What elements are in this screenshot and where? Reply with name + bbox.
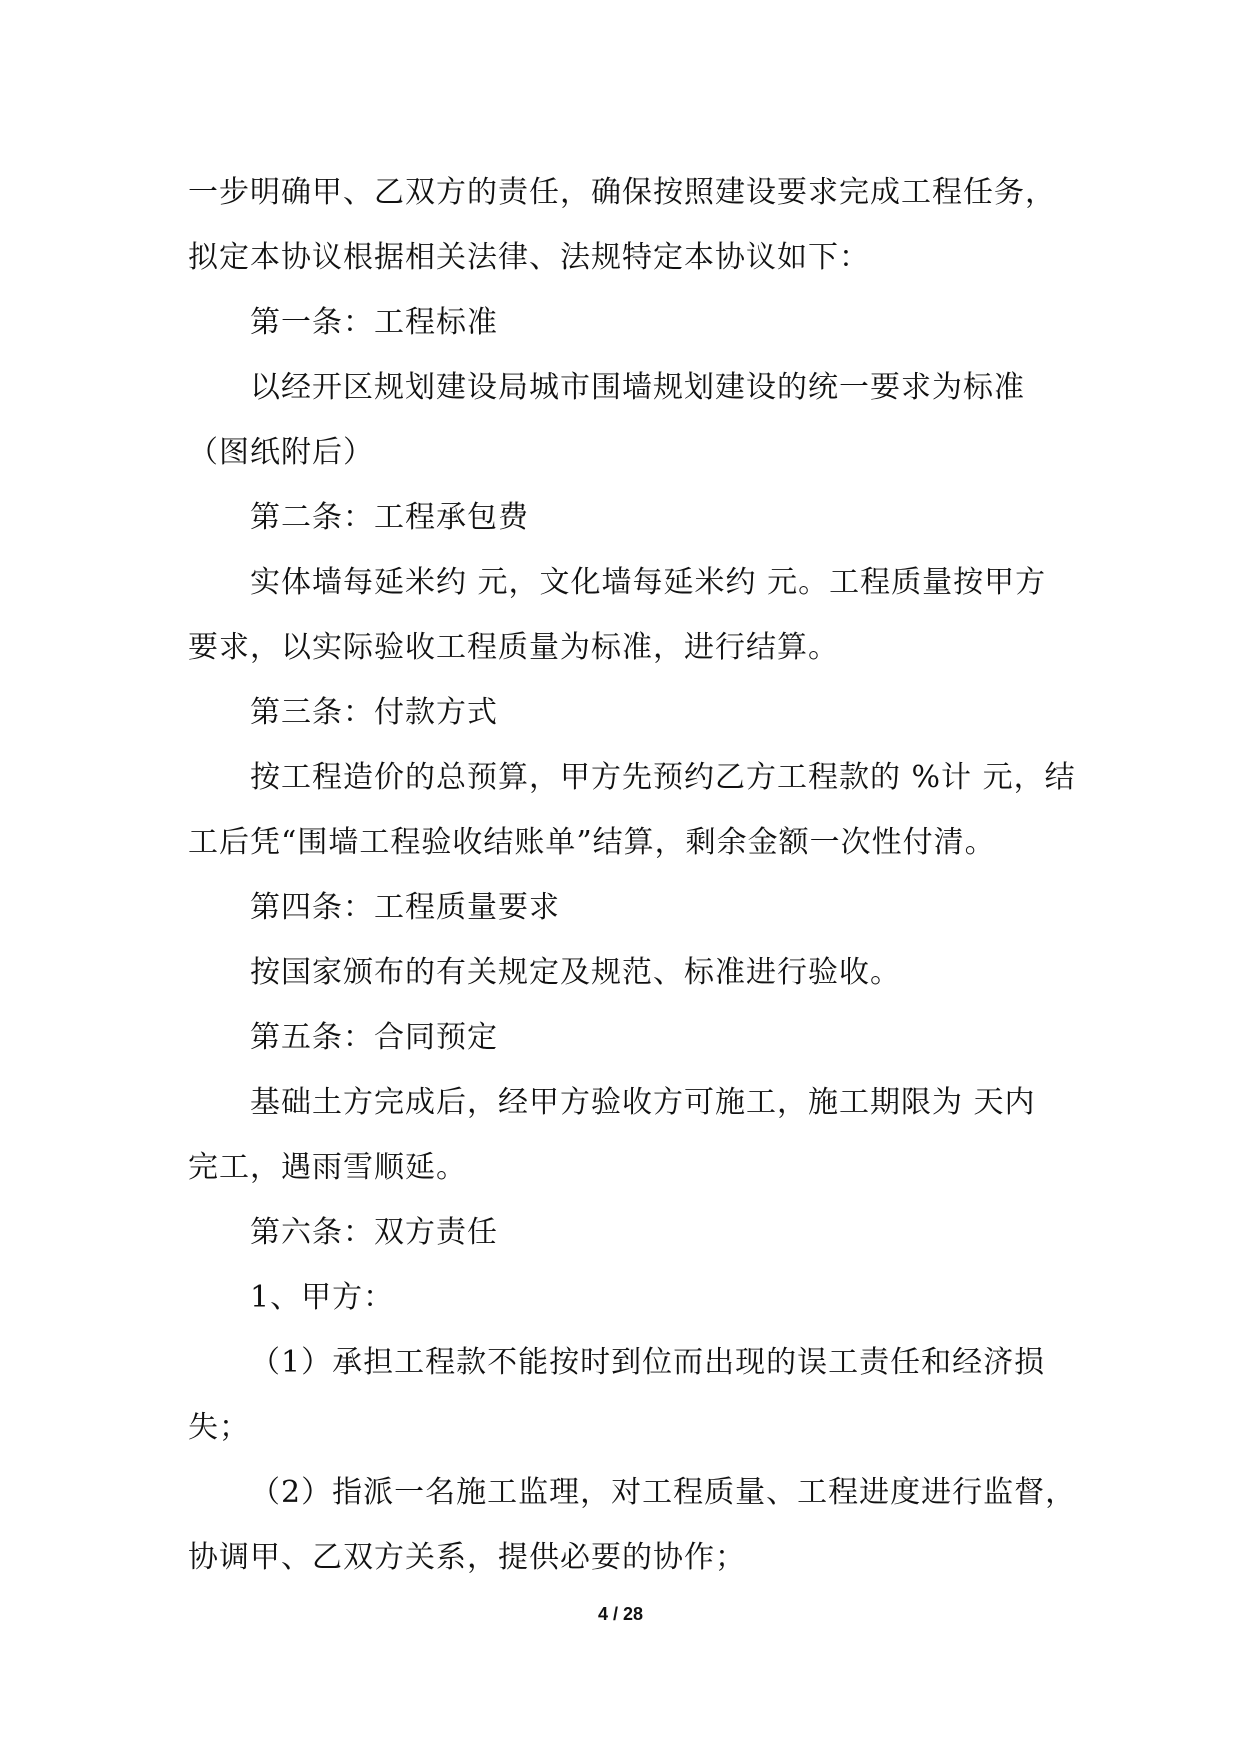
text-line: 基础土方完成后，经甲方验收方可施工，施工期限为 天内: [250, 1085, 1036, 1120]
text-line: 一步明确甲、乙双方的责任，确保按照建设要求完成工程任务，: [188, 175, 1056, 210]
text-line: 按工程造价的总预算，甲方先预约乙方工程款的 %计 元，结: [250, 760, 1076, 795]
text-line: 要求，以实际验收工程质量为标准，进行结算。: [188, 630, 839, 665]
text-line: 以经开区规划建设局城市围墙规划建设的统一要求为标准: [250, 370, 1025, 405]
section-heading: 第一条：工程标准: [250, 305, 498, 340]
text-line: 工后凭“围墙工程验收结账单”结算，剩余金额一次性付清。: [188, 825, 996, 860]
section-heading: 第六条：双方责任: [250, 1215, 498, 1250]
text-line: 按国家颁布的有关规定及规范、标准进行验收。: [250, 955, 901, 990]
text-line: 实体墙每延米约 元，文化墙每延米约 元。工程质量按甲方: [250, 565, 1047, 600]
text-line: 完工，遇雨雪顺延。: [188, 1150, 467, 1185]
text-line: （1）承担工程款不能按时到位而出现的误工责任和经济损: [250, 1345, 1046, 1380]
text-line: （2）指派一名施工监理，对工程质量、工程进度进行监督，: [250, 1475, 1077, 1510]
page-number: 4 / 28: [597, 1604, 644, 1624]
section-heading: 第三条：付款方式: [250, 695, 498, 730]
section-heading: 第二条：工程承包费: [250, 500, 529, 535]
document-body: [188, 160, 1077, 1590]
section-heading: 第四条：工程质量要求: [250, 890, 560, 925]
text-line: 协调甲、乙双方关系，提供必要的协作；: [188, 1540, 746, 1575]
text-line: 失；: [188, 1410, 250, 1445]
text-line: 1、甲方：: [250, 1280, 395, 1315]
text-line: （图纸附后）: [188, 435, 374, 470]
text-line: 拟定本协议根据相关法律、法规特定本协议如下：: [188, 240, 870, 275]
section-heading: 第五条：合同预定: [250, 1020, 498, 1055]
